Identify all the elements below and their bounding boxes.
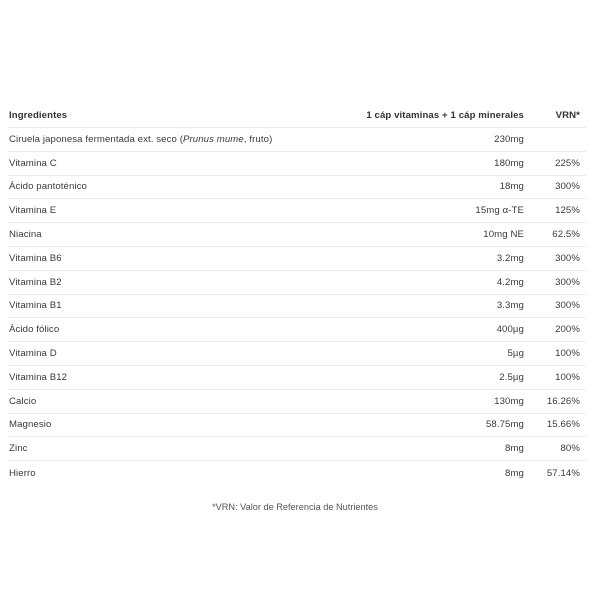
table-row bbox=[8, 176, 586, 200]
ingredient-vrn: 225% bbox=[555, 157, 580, 169]
ingredient-amount: 8mg bbox=[505, 467, 524, 479]
ingredient-name: Calcio bbox=[9, 395, 37, 407]
ingredient-amount: 10mg NE bbox=[483, 229, 524, 241]
ingredient-name: Hierro bbox=[9, 467, 36, 479]
ingredient-name: Vitamina B1 bbox=[9, 300, 62, 312]
table-row bbox=[8, 437, 586, 461]
table-row bbox=[8, 390, 586, 414]
header-ingredients: Ingredientes bbox=[9, 110, 68, 121]
table-row bbox=[8, 271, 586, 295]
ingredient-amount: 3.3mg bbox=[496, 300, 524, 312]
ingredient-name-prefix: Ciruela japonesa fermentada ext. seco ( bbox=[9, 133, 184, 145]
ingredient-amount: 5µg bbox=[507, 348, 524, 360]
table-row bbox=[8, 461, 586, 485]
ingredient-vrn: 16.26% bbox=[546, 395, 580, 407]
ingredient-name-suffix: , fruto) bbox=[243, 133, 273, 145]
ingredient-name: Vitamina B2 bbox=[9, 276, 62, 288]
ingredient-latin-name: Prunus mume bbox=[183, 133, 244, 145]
ingredient-amount: 4.2mg bbox=[496, 276, 524, 288]
ingredient-vrn: 100% bbox=[555, 371, 580, 383]
table-row bbox=[8, 128, 586, 152]
ingredient-amount: 18mg bbox=[499, 181, 524, 193]
table-row bbox=[8, 247, 586, 271]
ingredient-name: Magnesio bbox=[9, 419, 52, 431]
ingredient-vrn: 62.5% bbox=[552, 229, 580, 241]
ingredient-amount: 2.5µg bbox=[499, 371, 524, 383]
table-row bbox=[8, 152, 586, 176]
ingredient-vrn: 300% bbox=[555, 252, 580, 264]
ingredient-vrn: 125% bbox=[555, 205, 580, 217]
ingredient-name: Vitamina B6 bbox=[9, 252, 62, 264]
table-row bbox=[8, 414, 586, 438]
ingredient-vrn: 80% bbox=[560, 443, 580, 455]
table-row bbox=[8, 318, 586, 342]
table-row bbox=[8, 342, 586, 366]
ingredient-vrn: 200% bbox=[555, 324, 580, 336]
ingredient-vrn: 300% bbox=[555, 300, 580, 312]
ingredient-name: Ácido fólico bbox=[9, 324, 60, 336]
ingredient-name: Zinc bbox=[9, 443, 28, 455]
ingredient-vrn: 100% bbox=[555, 348, 580, 360]
ingredient-amount: 130mg bbox=[494, 395, 524, 407]
ingredient-amount: 400µg bbox=[496, 324, 524, 336]
footnote: *VRN: Valor de Referencia de Nutrientes bbox=[212, 502, 378, 512]
table-row bbox=[8, 223, 586, 247]
ingredient-amount: 58.75mg bbox=[485, 419, 524, 431]
nutrition-table bbox=[8, 104, 586, 485]
ingredient-name: Ácido pantoténico bbox=[9, 181, 87, 193]
ingredient-amount: 8mg bbox=[505, 443, 524, 455]
table-row bbox=[8, 295, 586, 319]
ingredient-name: Vitamina B12 bbox=[9, 371, 68, 383]
ingredient-name: Vitamina E bbox=[9, 205, 57, 217]
ingredient-amount: 230mg bbox=[494, 133, 524, 145]
ingredient-vrn: 15.66% bbox=[546, 419, 580, 431]
ingredient-vrn: 300% bbox=[555, 276, 580, 288]
ingredient-amount: 3.2mg bbox=[496, 252, 524, 264]
table-header-row bbox=[8, 104, 586, 128]
header-vrn: VRN* bbox=[555, 110, 580, 121]
ingredient-name bbox=[8, 134, 364, 145]
ingredient-name: Vitamina D bbox=[9, 348, 57, 360]
table-row bbox=[8, 199, 586, 223]
table-row bbox=[8, 366, 586, 390]
ingredient-name: Vitamina C bbox=[9, 157, 57, 169]
ingredient-name: Niacina bbox=[9, 229, 42, 241]
ingredient-amount: 15mg α-TE bbox=[475, 205, 524, 217]
ingredient-vrn: 300% bbox=[555, 181, 580, 193]
header-amount: 1 cáp vitaminas + 1 cáp minerales bbox=[366, 110, 524, 121]
ingredient-vrn: 57.14% bbox=[546, 467, 580, 479]
ingredient-amount: 180mg bbox=[494, 157, 524, 169]
